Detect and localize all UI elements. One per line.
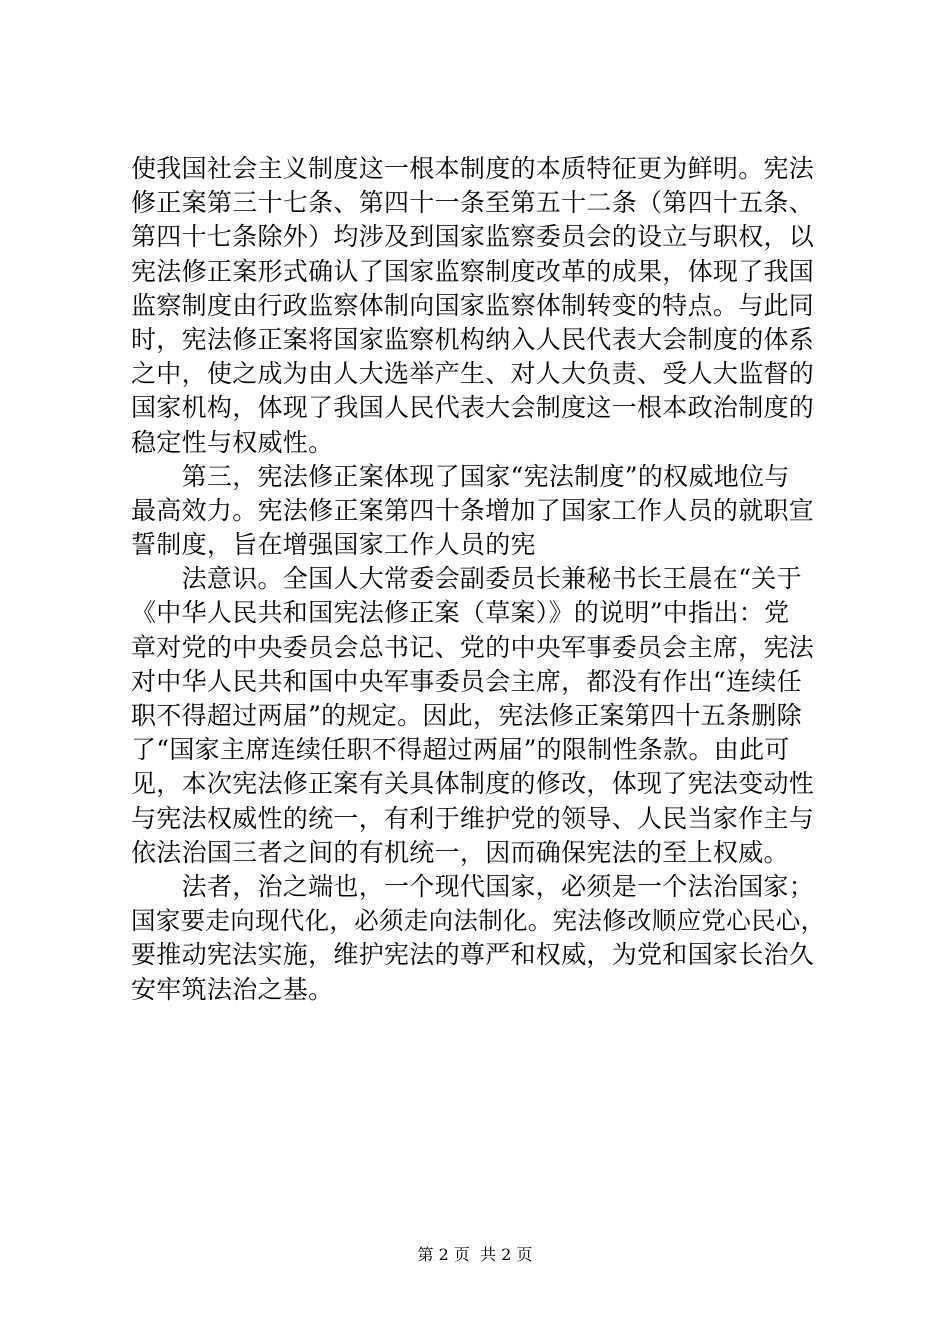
text-line: 职不得超过两届”的规定。因此，宪法修正案第四十五条删除 bbox=[131, 701, 802, 730]
text-line: 了“国家主席连续任职不得超过两届”的限制性条款。由此可 bbox=[131, 735, 790, 765]
text-line: 修正案第三十七条、第四十一条至第五十二条（第四十五条、 bbox=[131, 188, 815, 218]
text-line: 章对党的中央委员会总书记、党的中央军事委员会主席，宪法 bbox=[131, 632, 815, 662]
text-line: 安牢筑法治之基。 bbox=[131, 974, 334, 1004]
text-line: 国家机构，体现了我国人民代表大会制度这一根本政治制度的 bbox=[131, 393, 815, 423]
text-line: 之中，使之成为由人大选举产生、对人大负责、受人大监督的 bbox=[131, 359, 815, 389]
text-line: 法意识。全国人大常委会副委员长兼秘书长王晨在“关于 bbox=[131, 564, 802, 594]
text-line: 依法治国三者之间的有机统一，因而确保宪法的至上权威。 bbox=[131, 837, 789, 867]
text-line: 对中华人民共和国中央军事委员会主席，都没有作出“连续任 bbox=[131, 666, 802, 696]
text-line: 宪法修正案形式确认了国家监察制度改革的成果，体现了我国 bbox=[131, 256, 815, 286]
text-line: 最高效力。宪法修正案第四十条增加了国家工作人员的就职宣 bbox=[131, 495, 815, 525]
text-line: 使我国社会主义制度这一根本制度的本质特征更为鲜明。宪法 bbox=[131, 154, 815, 183]
text-line: 见，本次宪法修正案有关具体制度的修改，体现了宪法变动性 bbox=[131, 769, 815, 799]
text-line: 要推动宪法实施，维护宪法的尊严和权威，为党和国家长治久 bbox=[131, 940, 815, 970]
text-line: 誓制度，旨在增强国家工作人员的宪 bbox=[131, 530, 536, 560]
text-line: 监察制度由行政监察体制向国家监察体制转变的特点。与此同 bbox=[131, 290, 815, 320]
text-line: 国家要走向现代化，必须走向法制化。宪法修改顺应党心民心， bbox=[131, 906, 826, 936]
text-line: 稳定性与权威性。 bbox=[131, 427, 334, 457]
text-line: 法者，治之端也，一个现代国家，必须是一个法治国家； bbox=[131, 871, 815, 901]
text-line: 与宪法权威性的统一，有利于维护党的领导、人民当家作主与 bbox=[131, 803, 815, 833]
text-line: 第三，宪法修正案体现了国家“宪法制度”的权威地位与 bbox=[131, 461, 790, 491]
text-line: 第四十七条除外）均涉及到国家监察委员会的设立与职权，以 bbox=[131, 222, 815, 252]
page-number-footer: 第 2 页 共 2 页 bbox=[417, 1245, 533, 1264]
document-body bbox=[131, 152, 831, 1007]
text-line: 《中华人民共和国宪法修正案（草案）》的说明”中指出：党 bbox=[131, 598, 790, 628]
text-line: 时，宪法修正案将国家监察机构纳入人民代表大会制度的体系 bbox=[131, 324, 815, 354]
